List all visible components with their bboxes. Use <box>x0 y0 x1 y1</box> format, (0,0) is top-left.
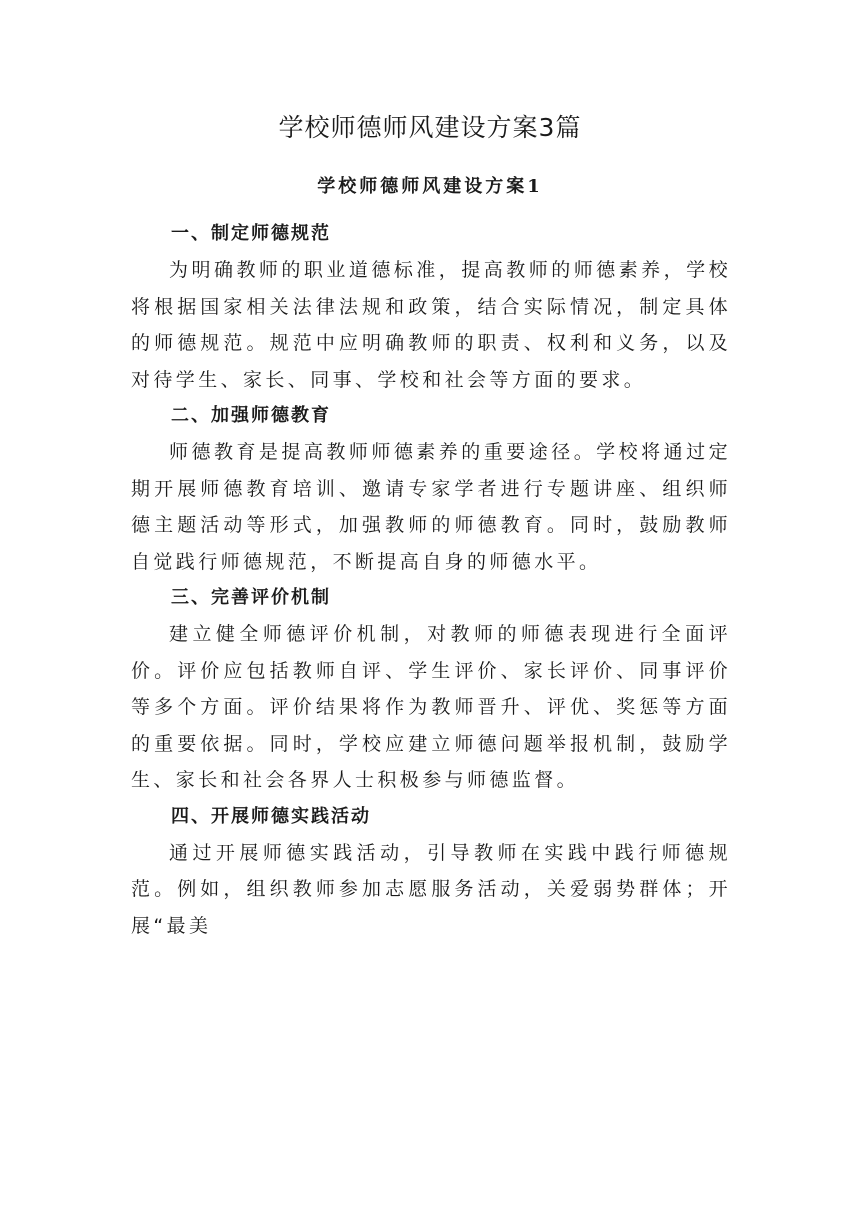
document-body <box>131 216 731 944</box>
document-subtitle: 学校师德师风建设方案1 <box>317 176 543 197</box>
section-heading: 一、制定师德规范 <box>171 223 331 244</box>
section-heading: 二、加强师德教育 <box>171 405 331 426</box>
section-paragraph: 师德教育是提高教师师德素养的重要途径。学校将通过定期开展师德教育培训、邀请专家学者进行专题讲座、组织师德主题活动等形式，加强教师的师德教育。同时，鼓励教师自觉践行师德规范，不断提高自身的师德水平。 <box>131 441 731 573</box>
section-2 <box>131 398 731 580</box>
document-title: 学校师德师风建设方案3篇 <box>278 113 582 142</box>
section-3 <box>131 580 731 799</box>
section-4 <box>131 799 731 945</box>
section-heading: 四、开展师德实践活动 <box>171 805 371 827</box>
section-1 <box>131 216 731 398</box>
section-paragraph: 通过开展师德实践活动，引导教师在实践中践行师德规范。例如，组织教师参加志愿服务活动，关爱弱势群体；开展“最美 <box>131 841 731 937</box>
section-heading: 三、完善评价机制 <box>171 587 331 608</box>
section-paragraph: 为明确教师的职业道德标准，提高教师的师德素养，学校将根据国家相关法律法规和政策，结合实际情况，制定具体的师德规范。规范中应明确教师的职责、权利和义务，以及对待学生、家长、同事、学校和社会等方面的要求。 <box>131 259 731 391</box>
section-paragraph: 建立健全师德评价机制，对教师的师德表现进行全面评价。评价应包括教师自评、学生评价、家长评价、同事评价等多个方面。评价结果将作为教师晋升、评优、奖惩等方面的重要依据。同时，学校应建立师德问题举报机制，鼓励学生、家长和社会各界人士积极参与师德监督。 <box>131 623 731 791</box>
